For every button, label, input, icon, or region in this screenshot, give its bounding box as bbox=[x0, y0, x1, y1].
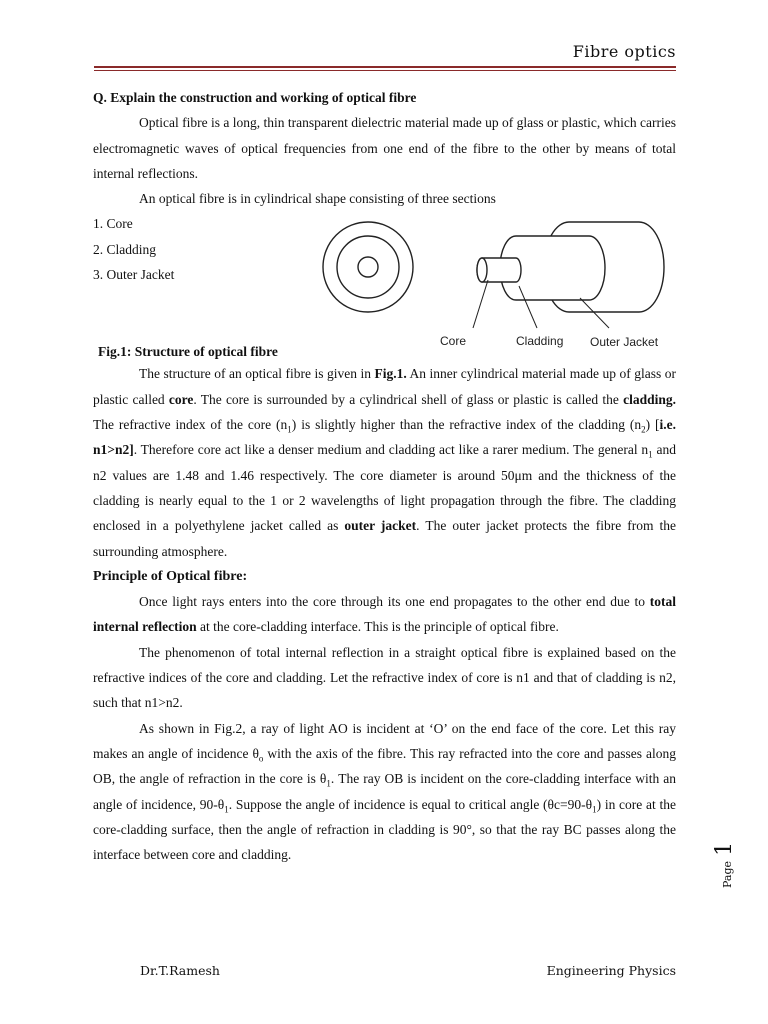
header-title: Fibre optics bbox=[572, 42, 676, 61]
cladding-label: Cladding bbox=[516, 334, 564, 349]
intro-paragraph: Optical fibre is a long, thin transparent dielectric material made up of glass or plastic, which carries electromagnetic waves of optical frequencies from one end of the fibre to the other by means of total internal reflections. bbox=[93, 115, 676, 181]
core-end-face bbox=[477, 258, 487, 282]
header-rule-thin bbox=[94, 70, 676, 71]
header-rule bbox=[94, 66, 676, 68]
intro-sections-paragraph: An optical fibre is in cylindrical shape consisting of three sections bbox=[139, 191, 496, 207]
ray-paragraph: As shown in Fig.2, a ray of light AO is incident at ‘O’ on the end face of the core. Let this ray makes an angle of incidence $\theta_o$ with the axis of the fibre. This ray refracted into the core and passes along OB, the angle of refraction in the core is $\theta_1$. The ray OB is incident on the core-cladding interface with an angle of incidence, $90-\theta_1$. Suppose the angle of incidence is equal to critical angle $(\theta c=90-\theta_1)$ in core at the core-cladding surface, then the angle of refraction in cladding is 90°, so that the ray BC passes along the interface between core and cladding. bbox=[93, 720, 676, 863]
sections-list bbox=[93, 211, 174, 287]
core-leader-line bbox=[473, 280, 488, 328]
tir-paragraph: The phenomenon of total internal reflection in a straight optical fibre is explained based on the refractive indices of the core and cladding. Let the refractive index of core is n1 and that of cladding is n2, such that n1>n2. bbox=[93, 644, 676, 711]
footer-author: Dr.T.Ramesh bbox=[140, 963, 220, 978]
jacket-label: Outer Jacket bbox=[590, 335, 659, 349]
core-label: Core bbox=[440, 334, 467, 349]
list-item: 3. Outer Jacket bbox=[93, 267, 175, 283]
figure-area bbox=[93, 211, 676, 361]
page-body bbox=[93, 85, 676, 867]
fibre-structure-diagram bbox=[320, 218, 672, 348]
principle-paragraph: Once light rays enters into the core through its one end propagates to the other end due to total internal reflection at the core-cladding interface. This is the principle of optical fibre. bbox=[93, 594, 676, 635]
footer-subject: Engineering Physics bbox=[546, 963, 676, 978]
figure-caption: Fig.1: Structure of optical fibre bbox=[98, 344, 278, 360]
principle-heading: Principle of Optical fibre: bbox=[93, 568, 248, 584]
page-number bbox=[712, 842, 737, 888]
page-number-digit: 1 bbox=[712, 841, 737, 856]
page-word: Page bbox=[721, 860, 734, 888]
list-item: 1. Core bbox=[93, 216, 133, 232]
end-view-core-circle bbox=[358, 257, 378, 277]
question-heading: Q. Explain the construction and working of optical fibre bbox=[93, 90, 417, 105]
list-item: 2. Cladding bbox=[93, 241, 156, 257]
structure-paragraph: The structure of an optical fibre is given in Fig.1. An inner cylindrical material made up of glass or plastic called core. The core is surrounded by a cylindrical shell of glass or plastic is called the cladding. The refractive index of the core $(n_1)$ is slightly higher than the refractive index of the cladding $(n_2)$ [i.e. n1>n2]. Therefore core act like a denser medium and cladding act like a rarer medium. The general $n_1$ and n2 values are 1.48 and 1.46 respectively. The core diameter is around 50μm and the thickness of the cladding is nearly equal to the 1 or 2 wavelengths of light propagation through the fibre. The cladding enclosed in a polyethylene jacket called as outer jacket. The outer jacket protects the fibre from the surrounding atmosphere. bbox=[93, 366, 677, 559]
